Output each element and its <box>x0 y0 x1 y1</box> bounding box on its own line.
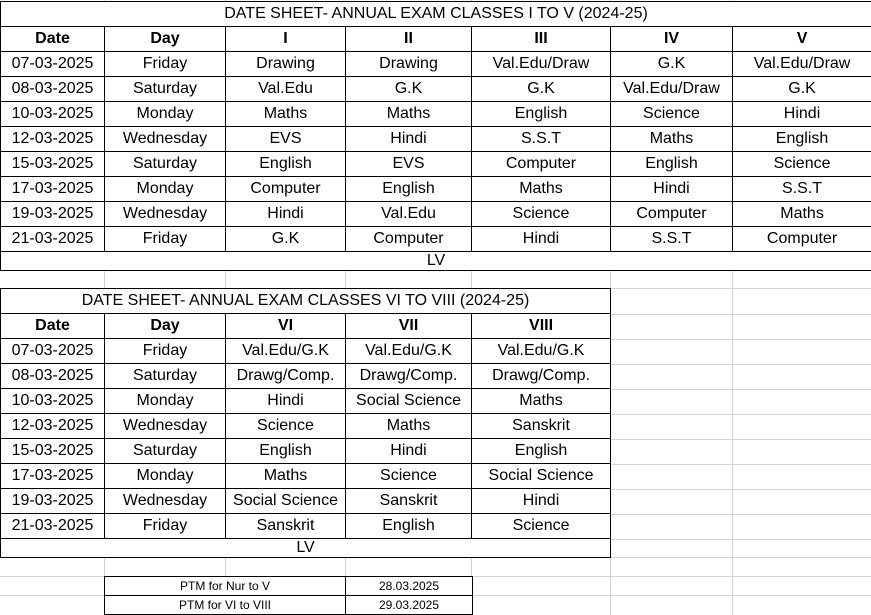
cell-subject: EVS <box>226 127 346 152</box>
cell-subject: Maths <box>611 127 733 152</box>
cell-subject: G.K <box>346 77 472 102</box>
cell-subject: Hindi <box>733 102 871 127</box>
cell-subject: English <box>226 152 346 177</box>
cell-subject: Val.Edu <box>226 77 346 102</box>
cell-subject: Hindi <box>226 202 346 227</box>
header-class: IV <box>611 27 733 52</box>
table-row <box>1 514 611 539</box>
cell-day: Saturday <box>105 77 226 102</box>
cell-subject: English <box>346 177 472 202</box>
cell-date: 12-03-2025 <box>1 127 105 152</box>
cell-subject: English <box>346 514 472 539</box>
ptm-label: PTM for Nur to V <box>105 577 346 596</box>
cell-subject: Val.Edu <box>346 202 472 227</box>
cell-subject: Sanskrit <box>226 514 346 539</box>
cell-subject: Social Science <box>472 464 611 489</box>
cell-subject: Hindi <box>611 177 733 202</box>
cell-subject: Drawg/Comp. <box>472 364 611 389</box>
ptm-schedule <box>104 576 473 615</box>
cell-day: Monday <box>105 464 226 489</box>
cell-date: 15-03-2025 <box>1 152 105 177</box>
table-row <box>1 489 611 514</box>
header-class: V <box>733 27 871 52</box>
cell-day: Monday <box>105 177 226 202</box>
cell-subject: Computer <box>346 227 472 252</box>
table-row <box>1 52 871 77</box>
cell-subject: Maths <box>346 414 472 439</box>
header-date: Date <box>1 27 105 52</box>
cell-subject: Maths <box>733 202 871 227</box>
cell-date: 12-03-2025 <box>1 414 105 439</box>
cell-subject: Hindi <box>346 127 472 152</box>
table-row <box>1 77 871 102</box>
cell-date: 21-03-2025 <box>1 227 105 252</box>
sheet2-title: DATE SHEET- ANNUAL EXAM CLASSES VI TO VIII (2024-25) <box>1 289 611 314</box>
cell-day: Saturday <box>105 364 226 389</box>
cell-subject: Val.Edu/G.K <box>346 339 472 364</box>
cell-subject: Drawg/Comp. <box>346 364 472 389</box>
datesheet-classes-6-8 <box>0 288 611 558</box>
ptm-date: 28.03.2025 <box>346 577 473 596</box>
table-row <box>1 102 871 127</box>
cell-date: 17-03-2025 <box>1 177 105 202</box>
cell-subject: English <box>472 102 611 127</box>
header-class: VIII <box>472 314 611 339</box>
cell-subject: Science <box>733 152 871 177</box>
header-class: III <box>472 27 611 52</box>
table-row <box>1 177 871 202</box>
cell-day: Wednesday <box>105 489 226 514</box>
cell-subject: Maths <box>472 389 611 414</box>
cell-subject: G.K <box>611 52 733 77</box>
cell-date: 07-03-2025 <box>1 339 105 364</box>
datesheet-classes-1-5 <box>0 1 871 271</box>
cell-day: Friday <box>105 52 226 77</box>
cell-date: 21-03-2025 <box>1 514 105 539</box>
table-row <box>1 202 871 227</box>
cell-subject: Computer <box>733 227 871 252</box>
table-row <box>1 152 871 177</box>
header-class: II <box>346 27 472 52</box>
sheet1-footer: LV <box>1 252 871 271</box>
cell-date: 07-03-2025 <box>1 52 105 77</box>
table-row <box>1 339 611 364</box>
cell-subject: Hindi <box>472 227 611 252</box>
cell-subject: English <box>472 439 611 464</box>
cell-subject: S.S.T <box>472 127 611 152</box>
table-row <box>1 464 611 489</box>
cell-date: 08-03-2025 <box>1 77 105 102</box>
header-date: Date <box>1 314 105 339</box>
table-row <box>105 577 473 596</box>
header-class: I <box>226 27 346 52</box>
cell-subject: Computer <box>611 202 733 227</box>
cell-subject: Sanskrit <box>472 414 611 439</box>
cell-date: 15-03-2025 <box>1 439 105 464</box>
table-row <box>1 414 611 439</box>
cell-subject: Drawing <box>226 52 346 77</box>
cell-day: Friday <box>105 514 226 539</box>
cell-date: 19-03-2025 <box>1 202 105 227</box>
sheet1-title: DATE SHEET- ANNUAL EXAM CLASSES I TO V (2024-25) <box>1 2 871 27</box>
table-row <box>1 439 611 464</box>
cell-day: Monday <box>105 102 226 127</box>
cell-subject: Computer <box>472 152 611 177</box>
cell-subject: G.K <box>733 77 871 102</box>
cell-subject: Maths <box>472 177 611 202</box>
ptm-label: PTM for VI to VIII <box>105 596 346 615</box>
cell-date: 19-03-2025 <box>1 489 105 514</box>
cell-subject: Science <box>611 102 733 127</box>
cell-subject: English <box>226 439 346 464</box>
cell-day: Saturday <box>105 439 226 464</box>
cell-subject: G.K <box>472 77 611 102</box>
cell-subject: Val.Edu/Draw <box>472 52 611 77</box>
table-row <box>1 389 611 414</box>
cell-subject: Maths <box>346 102 472 127</box>
table-row <box>1 127 871 152</box>
cell-day: Friday <box>105 227 226 252</box>
table-row <box>1 364 611 389</box>
cell-subject: EVS <box>346 152 472 177</box>
ptm-date: 29.03.2025 <box>346 596 473 615</box>
header-class: VII <box>346 314 472 339</box>
cell-subject: Computer <box>226 177 346 202</box>
cell-subject: Science <box>472 514 611 539</box>
cell-subject: Science <box>226 414 346 439</box>
cell-subject: Hindi <box>226 389 346 414</box>
cell-day: Saturday <box>105 152 226 177</box>
cell-subject: Hindi <box>346 439 472 464</box>
cell-subject: Drawg/Comp. <box>226 364 346 389</box>
cell-date: 10-03-2025 <box>1 389 105 414</box>
cell-subject: Science <box>472 202 611 227</box>
cell-day: Wednesday <box>105 414 226 439</box>
cell-subject: Val.Edu/G.K <box>472 339 611 364</box>
cell-subject: Social Science <box>346 389 472 414</box>
cell-subject: Science <box>346 464 472 489</box>
table-row <box>105 596 473 615</box>
cell-subject: Maths <box>226 464 346 489</box>
cell-subject: Val.Edu/Draw <box>733 52 871 77</box>
cell-subject: Maths <box>226 102 346 127</box>
header-day: Day <box>105 314 226 339</box>
sheet2-footer: LV <box>1 539 611 558</box>
header-class: VI <box>226 314 346 339</box>
cell-subject: S.S.T <box>733 177 871 202</box>
cell-date: 10-03-2025 <box>1 102 105 127</box>
cell-day: Wednesday <box>105 202 226 227</box>
cell-subject: Drawing <box>346 52 472 77</box>
cell-subject: Sanskrit <box>346 489 472 514</box>
cell-subject: Hindi <box>472 489 611 514</box>
cell-day: Monday <box>105 389 226 414</box>
cell-subject: G.K <box>226 227 346 252</box>
cell-subject: S.S.T <box>611 227 733 252</box>
cell-subject: Val.Edu/G.K <box>226 339 346 364</box>
cell-date: 08-03-2025 <box>1 364 105 389</box>
cell-subject: English <box>611 152 733 177</box>
cell-subject: Val.Edu/Draw <box>611 77 733 102</box>
cell-day: Wednesday <box>105 127 226 152</box>
cell-subject: English <box>733 127 871 152</box>
table-row <box>1 227 871 252</box>
cell-subject: Social Science <box>226 489 346 514</box>
cell-date: 17-03-2025 <box>1 464 105 489</box>
header-day: Day <box>105 27 226 52</box>
cell-day: Friday <box>105 339 226 364</box>
